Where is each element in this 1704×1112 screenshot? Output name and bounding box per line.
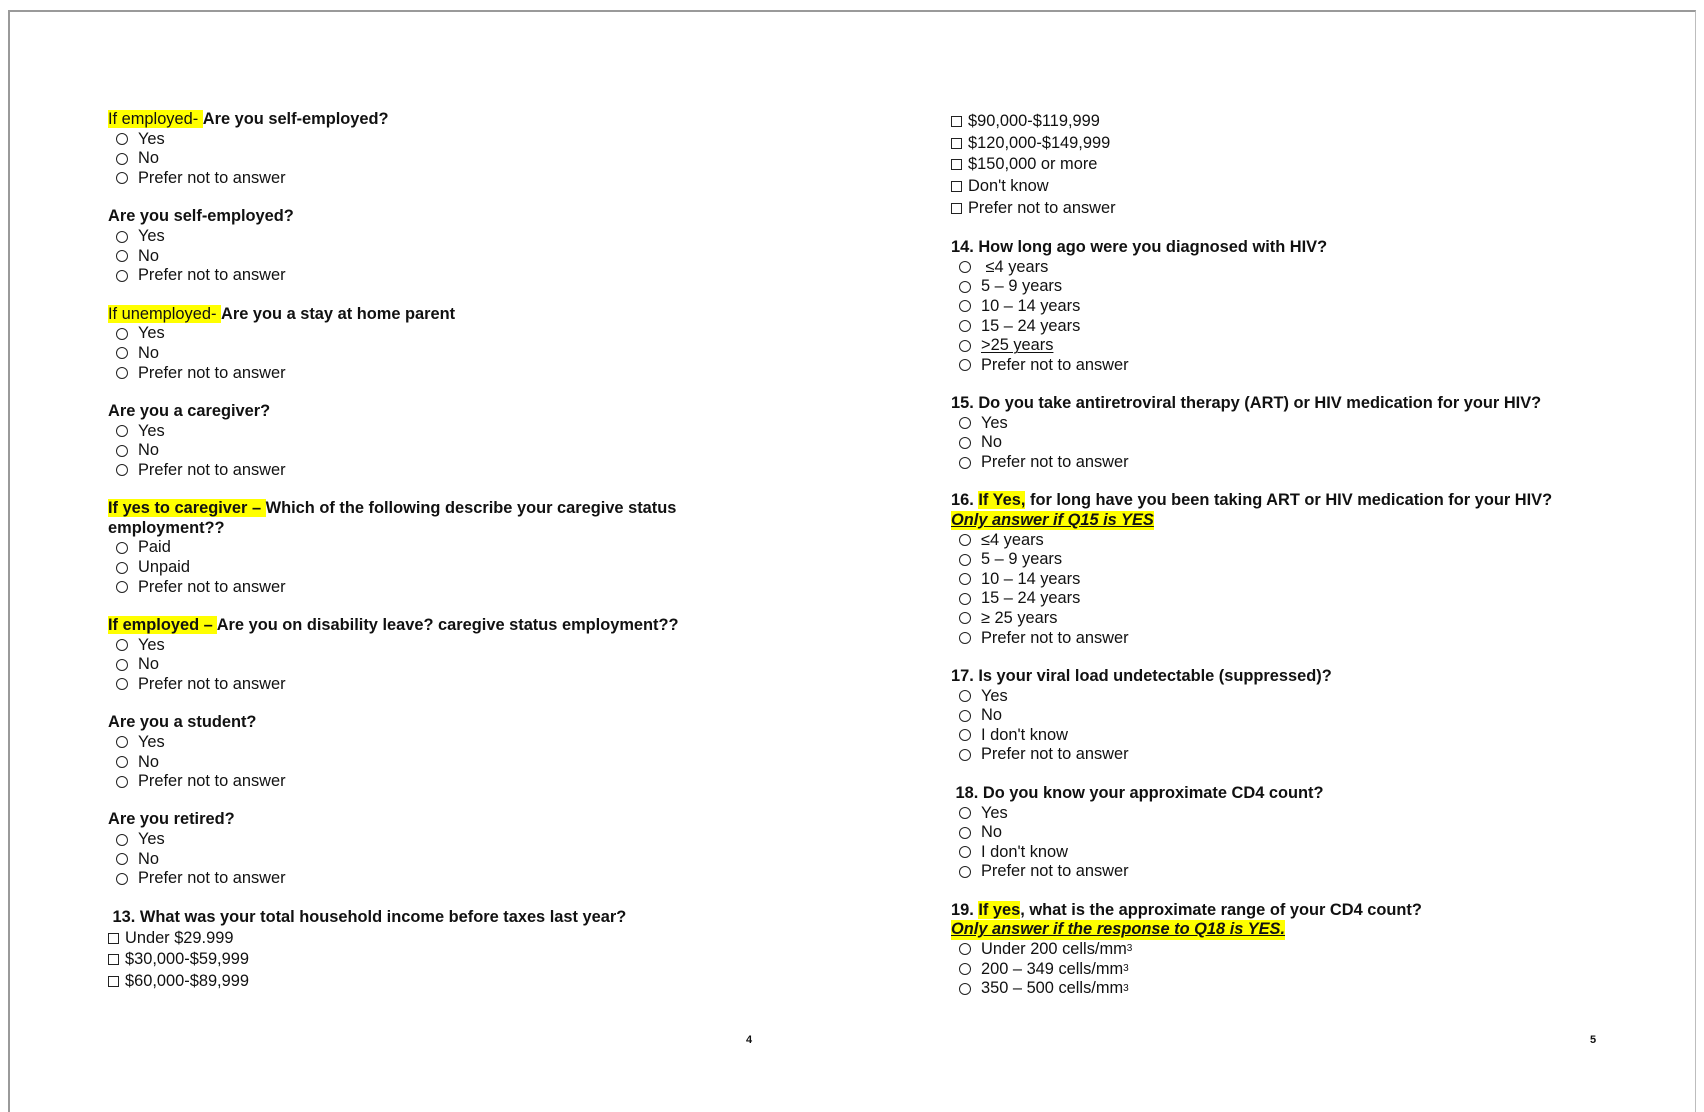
radio-icon[interactable] [959,534,971,546]
option-label: Unpaid [138,558,190,577]
option-prefer-not[interactable] [959,628,1631,648]
option-prefer-not[interactable] [116,577,708,597]
radio-icon[interactable] [116,678,128,690]
question-text: Are you on disability leave? caregive status employment?? [216,615,679,634]
radio-icon[interactable] [959,632,971,644]
option-label: Prefer not to answer [981,628,1129,647]
option-label: Prefer not to answer [138,363,286,382]
option-label: $60,000-$89,999 [125,971,249,990]
option-paid[interactable] [116,538,708,558]
radio-icon[interactable] [116,464,128,476]
radio-icon[interactable] [959,729,971,741]
option-30000-59999[interactable] [108,949,708,971]
question-text: Are you self-employed? [202,110,389,128]
option-label: 5 – 9 years [981,277,1063,296]
question-text: Which of the following describe your caregive status employment?? [108,499,677,537]
option-label: Prefer not to answer [981,745,1129,764]
radio-icon[interactable] [959,846,971,858]
option-label: Prefer not to answer [138,674,286,693]
option-prefer-not[interactable] [959,862,1631,882]
question-text: 17. Is your viral load undetectable (suppressed)? [951,666,1332,685]
option-no[interactable] [116,344,708,364]
option-no[interactable] [116,246,708,266]
radio-icon[interactable] [959,573,971,585]
radio-icon[interactable] [959,320,971,332]
option-yes[interactable] [116,324,708,344]
option-label: No [981,706,1002,725]
option-prefer-not[interactable] [116,169,708,189]
option-prefer-not[interactable] [116,363,708,383]
question-text: 14. How long ago were you diagnosed with HIV? [951,237,1328,256]
option-prefer-not[interactable] [959,453,1631,473]
radio-icon[interactable] [116,445,128,457]
checkbox-icon[interactable] [108,933,119,944]
income-continued [951,111,1631,219]
option-dont-know[interactable] [951,176,1631,198]
option-350-500[interactable]: 350 – 500 cells/mm 3 [959,979,1631,999]
option-label: $120,000-$149,999 [968,133,1111,152]
option-under-200[interactable]: Under 200 cells/mm 3 [959,940,1631,960]
option-label: Prefer not to answer [138,869,286,888]
option-200-349[interactable]: 200 – 349 cells/mm 3 [959,959,1631,979]
checkbox-icon[interactable] [951,116,962,127]
radio-icon[interactable] [116,639,128,651]
option-dont-know[interactable] [959,842,1631,862]
question-retired [108,810,708,888]
option-5-9-years[interactable] [959,277,1631,297]
option-label: 15 – 24 years [981,589,1081,608]
checkbox-icon[interactable] [108,976,119,987]
option-label: $30,000-$59,999 [125,950,249,969]
radio-icon[interactable] [959,554,971,566]
radio-icon[interactable] [959,866,971,878]
option-prefer-not[interactable] [116,869,708,889]
question-number: 19. [951,900,979,919]
question-text: 13. What was your total household income before taxes last year? [108,907,627,926]
radio-icon[interactable] [116,231,128,243]
radio-icon[interactable] [116,853,128,865]
option-10-14-years[interactable] [959,297,1631,317]
option-no[interactable] [959,706,1631,726]
option-yes[interactable] [959,414,1631,434]
question-17-viral-load [951,667,1631,765]
option-under-4-years[interactable] [959,530,1631,550]
option-label: Yes [138,324,165,343]
option-label: Prefer not to answer [138,772,286,791]
option-yes[interactable] [116,733,708,753]
option-label: No [981,433,1002,452]
option-15-24-years[interactable] [959,316,1631,336]
option-no[interactable] [116,441,708,461]
question-caregiver [108,402,708,480]
radio-icon[interactable] [116,542,128,554]
option-label: Yes [981,686,1008,705]
option-yes[interactable] [116,830,708,850]
option-label: Prefer not to answer [138,460,286,479]
option-label: Prefer not to answer [981,862,1129,881]
radio-icon[interactable] [116,834,128,846]
option-no[interactable] [116,149,708,169]
condition-highlight: If yes to caregiver – [108,499,266,518]
question-self-employed-if-employed [108,110,708,188]
radio-icon[interactable] [959,437,971,449]
option-90000-119999[interactable] [951,111,1631,133]
option-label: 10 – 14 years [981,569,1081,588]
option-label: I don't know [981,725,1068,744]
option-yes[interactable] [116,227,708,247]
option-label: Prefer not to answer [138,168,286,187]
radio-icon[interactable] [959,281,971,293]
option-label: No [138,441,159,460]
question-student [108,713,708,791]
question-text: Are you a student? [108,713,257,732]
radio-icon[interactable] [959,983,971,995]
option-60000-89999[interactable] [108,970,708,992]
page-5-content [951,111,1631,1017]
option-label: No [138,343,159,362]
radio-icon[interactable] [959,749,971,761]
radio-icon[interactable] [959,593,971,605]
question-text: Are you a stay at home parent [220,304,456,323]
question-disability-leave [108,616,708,694]
option-label: No [981,823,1002,842]
option-label: $150,000 or more [968,155,1098,174]
option-yes[interactable] [116,130,708,150]
checkbox-icon[interactable] [951,159,962,170]
option-prefer-not[interactable] [116,461,708,481]
question-15-art [951,394,1631,472]
radio-icon[interactable] [116,367,128,379]
option-no[interactable] [116,752,708,772]
option-120000-149999[interactable] [951,133,1631,155]
option-prefer-not[interactable] [116,772,708,792]
option-label: Yes [138,129,165,148]
condition-highlight: If employed- [108,110,203,128]
question-caregive-status [108,499,708,597]
radio-icon[interactable] [959,359,971,371]
radio-icon[interactable] [959,807,971,819]
question-19-cd4-range [951,901,1631,999]
condition-highlight: If unemployed- [108,304,221,323]
question-16-art-duration [951,491,1631,648]
option-yes[interactable] [959,803,1631,823]
question-18-cd4-known [951,784,1631,882]
radio-icon[interactable] [116,328,128,340]
radio-icon[interactable] [116,736,128,748]
option-label: Prefer not to answer [138,577,286,596]
option-15-24-years[interactable] [959,589,1631,609]
conditional-note: Only answer if Q15 is YES [951,510,1154,529]
question-text: Are you retired? [108,810,235,829]
question-self-employed [108,207,708,285]
option-label: 15 – 24 years [981,316,1081,335]
radio-icon[interactable] [116,756,128,768]
radio-icon[interactable] [959,417,971,429]
conditional-note: Only answer if the response to Q18 is YES. [951,920,1285,939]
option-label: ≥ 25 years [981,608,1058,627]
radio-icon[interactable] [116,133,128,145]
option-prefer-not[interactable] [959,745,1631,765]
option-no[interactable] [116,850,708,870]
option-label: Yes [138,830,165,849]
option-label: 10 – 14 years [981,296,1081,315]
option-label: Under $29.999 [125,928,234,947]
radio-icon[interactable] [959,943,971,955]
question-text: for long have you been taking ART or HIV medication for your HIV? [1025,491,1553,510]
option-prefer-not[interactable] [959,355,1631,375]
radio-icon[interactable] [116,347,128,359]
option-label: 200 – 349 cells/mm [981,959,1124,978]
question-text: 15. Do you take antiretroviral therapy (ART) or HIV medication for your HIV? [951,394,1542,413]
option-no[interactable] [959,433,1631,453]
option-label: Prefer not to answer [981,355,1129,374]
radio-icon[interactable] [116,172,128,184]
radio-icon[interactable] [959,300,971,312]
radio-icon[interactable] [116,250,128,262]
page-4-content [108,110,708,1011]
radio-icon[interactable] [116,562,128,574]
option-label: Don't know [968,177,1049,196]
option-prefer-not[interactable] [951,197,1631,219]
option-10-14-years[interactable] [959,570,1631,590]
option-prefer-not[interactable] [116,675,708,695]
option-unpaid[interactable] [116,558,708,578]
option-label: Yes [138,421,165,440]
option-150000-or-more[interactable] [951,154,1631,176]
radio-icon[interactable] [116,270,128,282]
option-label: No [138,752,159,771]
condition-highlight: If Yes, [978,491,1026,510]
option-label: ≤4 years [981,257,1049,276]
question-text: 18. Do you know your approximate CD4 count? [951,783,1324,802]
radio-icon[interactable] [959,690,971,702]
checkbox-icon[interactable] [951,203,962,214]
question-14-diagnosed [951,238,1631,375]
question-text: , what is the approximate range of your CD4 count? [1020,900,1422,919]
option-label: Prefer not to answer [981,453,1129,472]
radio-icon[interactable] [116,153,128,165]
checkbox-icon[interactable] [951,138,962,149]
option-label: Yes [981,803,1008,822]
option-under-29999[interactable] [108,927,708,949]
radio-icon[interactable] [116,776,128,788]
question-text: Are you self-employed? [108,207,294,226]
page-number: 5 [1590,1034,1597,1046]
option-label: Yes [981,413,1008,432]
page-number: 4 [746,1034,753,1046]
option-label: No [138,849,159,868]
option-label: >25 years [981,336,1054,355]
option-label: Prefer not to answer [138,266,286,285]
radio-icon[interactable] [116,659,128,671]
option-yes[interactable] [116,635,708,655]
question-text: Are you a caregiver? [108,401,271,420]
option-label: Paid [138,538,171,557]
option-25-plus-years[interactable] [959,609,1631,629]
radio-icon[interactable] [959,340,971,352]
option-no[interactable] [959,823,1631,843]
option-no[interactable] [116,655,708,675]
option-label: Yes [138,635,165,654]
option-label: No [138,149,159,168]
question-stay-at-home-parent [108,305,708,383]
radio-icon[interactable] [959,457,971,469]
option-label: 350 – 500 cells/mm [981,979,1124,998]
radio-icon[interactable] [116,425,128,437]
checkbox-icon[interactable] [951,181,962,192]
option-yes[interactable] [959,686,1631,706]
option-label: ≤4 years [981,530,1044,549]
condition-highlight: If employed – [108,615,217,634]
question-number: 16. [951,491,979,510]
radio-icon[interactable] [116,581,128,593]
option-label: Prefer not to answer [968,198,1116,217]
option-dont-know[interactable] [959,726,1631,746]
option-yes[interactable] [116,421,708,441]
option-under-4-years[interactable] [959,257,1631,277]
radio-icon[interactable] [959,710,971,722]
option-label: Yes [138,227,165,246]
option-label: Yes [138,732,165,751]
option-label: No [138,246,159,265]
option-label: No [138,655,159,674]
option-prefer-not[interactable] [116,266,708,286]
checkbox-icon[interactable] [108,954,119,965]
radio-icon[interactable] [959,612,971,624]
radio-icon[interactable] [116,873,128,885]
option-label: I don't know [981,842,1068,861]
option-label: 5 – 9 years [981,550,1063,569]
option-label: $90,000-$119,999 [968,112,1100,131]
question-13-household-income [108,908,708,992]
radio-icon[interactable] [959,963,971,975]
option-label: Under 200 cells/mm [981,939,1127,958]
condition-highlight: If yes [978,900,1021,919]
option-25-plus-years[interactable] [959,336,1631,356]
option-5-9-years[interactable] [959,550,1631,570]
radio-icon[interactable] [959,827,971,839]
radio-icon[interactable] [959,261,971,273]
